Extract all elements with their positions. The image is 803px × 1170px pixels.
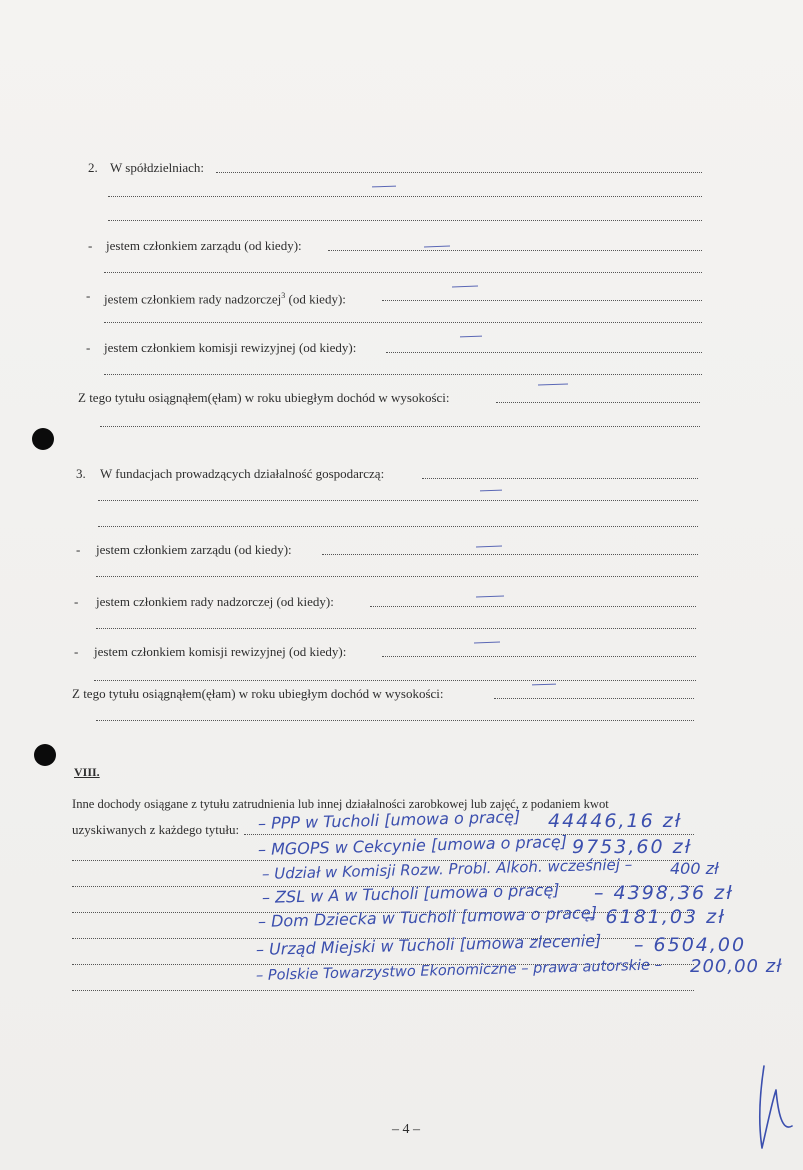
handwritten-dash [460,336,482,338]
section-2-supervisory-dots [382,300,702,301]
section-8-line-7 [72,990,694,991]
section-3-income-label: Z tego tytułu osiągnąłem(ęłam) w roku ubiegłym dochód w wysokości: [72,686,444,701]
section-2-income-dots [496,402,700,403]
handwritten-income-source: – ZSL w A w Tucholi [umowa o pracę] [261,880,560,907]
handwritten-income-amount: 44446,16 zł [548,810,683,832]
handwritten-dash [476,596,504,598]
handwritten-dash [476,546,502,548]
section-2-supervisory-line [104,322,702,323]
section-3-board-line [96,576,698,577]
section-2-audit-dots [386,352,702,353]
supervisory-label-text: jestem członkiem rady nadzorczej [104,291,282,307]
section-2-board-line [104,272,702,273]
section-2-income-line [100,426,700,427]
section-2-line-2 [108,220,702,221]
section-8-text-line-1: Inne dochody osiągane z tytułu zatrudnienia lub innej działalności zarobkowej lub zajęć, z podaniem kwot [72,797,609,811]
bullet: - [86,340,91,355]
section-3-board-label: jestem członkiem zarządu (od kiedy): [96,542,292,557]
handwritten-dash [452,286,478,288]
handwritten-dash [424,246,450,248]
handwritten-income-amount: 200,00 zł [690,956,783,977]
section-3-title: W fundacjach prowadzących działalność gospodarczą: [100,466,385,481]
section-2-board-dots [328,250,702,251]
handwritten-dash [532,684,556,686]
handwritten-income-amount: – 6504,00 [634,934,747,956]
handwritten-income-amount: 400 zł [670,859,719,878]
section-2-audit-line [104,374,702,375]
handwritten-income-amount: – 6181,03 zł [586,906,726,928]
handwritten-income-amount: 9753,60 zł [572,836,693,858]
handwritten-dash [480,490,502,492]
handwritten-income-source: – Urząd Miejski w Tucholi [umowa zlecenie] [255,930,602,959]
section-2-title: W spółdzielniach: [110,160,204,175]
handwritten-income-source: – MGOPS w Cekcynie [umowa o pracę] [257,831,568,859]
bullet: - [76,542,81,557]
bullet: - [86,288,91,303]
section-2-income-label: Z tego tytułu osiągnąłem(ęłam) w roku ubiegłym dochód w wysokości: [78,390,450,405]
section-3-supervisory-dots [370,606,696,607]
section-3-income-dots [494,698,694,699]
section-2-title-dots [216,172,702,173]
bullet: - [74,594,79,609]
section-3-audit-label: jestem członkiem komisji rewizyjnej (od kiedy): [94,644,347,659]
section-3-board-dots [322,554,698,555]
handwritten-income-source: – Udział w Komisji Rozw. Probl. Alkoh. wcześniej – [261,855,633,883]
bullet: - [88,238,93,253]
handwritten-income-source: – PPP w Tucholi [umowa o pracę] [257,807,521,833]
section-3-title-dots [422,478,698,479]
section-3-audit-line [94,680,696,681]
footnote-mark: 3 [281,291,286,300]
bullet: - [74,644,79,659]
handwritten-dash [474,642,500,644]
section-8-heading: VIII. [74,765,100,779]
section-2-audit-label: jestem członkiem komisji rewizyjnej (od kiedy): [104,340,357,355]
section-3-supervisory-line [96,628,696,629]
page-number: – 4 – [392,1122,420,1137]
section-3-line-2 [98,526,698,527]
handwritten-income-amount: – 4398,36 zł [594,882,734,904]
section-2-board-label: jestem członkiem zarządu (od kiedy): [106,238,302,253]
section-3-line-1 [98,500,698,501]
signature-mark [748,1062,796,1152]
handwritten-income-source: – Dom Dziecka w Tucholi [umowa o pracę] [257,903,598,931]
section-3-number: 3. [76,466,86,481]
punch-hole-top [32,428,54,450]
section-3-income-line [96,720,694,721]
section-3-audit-dots [382,656,696,657]
section-2-supervisory-label [104,288,346,307]
handwritten-dash [538,383,568,385]
section-2-number: 2. [88,160,98,175]
supervisory-label-suffix: (od kiedy): [285,291,346,307]
handwritten-income-source: – Polskie Towarzystwo Ekonomiczne – prawa autorskie – [255,957,663,984]
punch-hole-bottom [34,744,56,766]
section-3-supervisory-label: jestem członkiem rady nadzorczej (od kiedy): [96,594,334,609]
section-8-text-line-2: uzyskiwanych z każdego tytułu: [72,822,240,837]
handwritten-dash [372,186,396,188]
section-2-line-1 [108,196,702,197]
